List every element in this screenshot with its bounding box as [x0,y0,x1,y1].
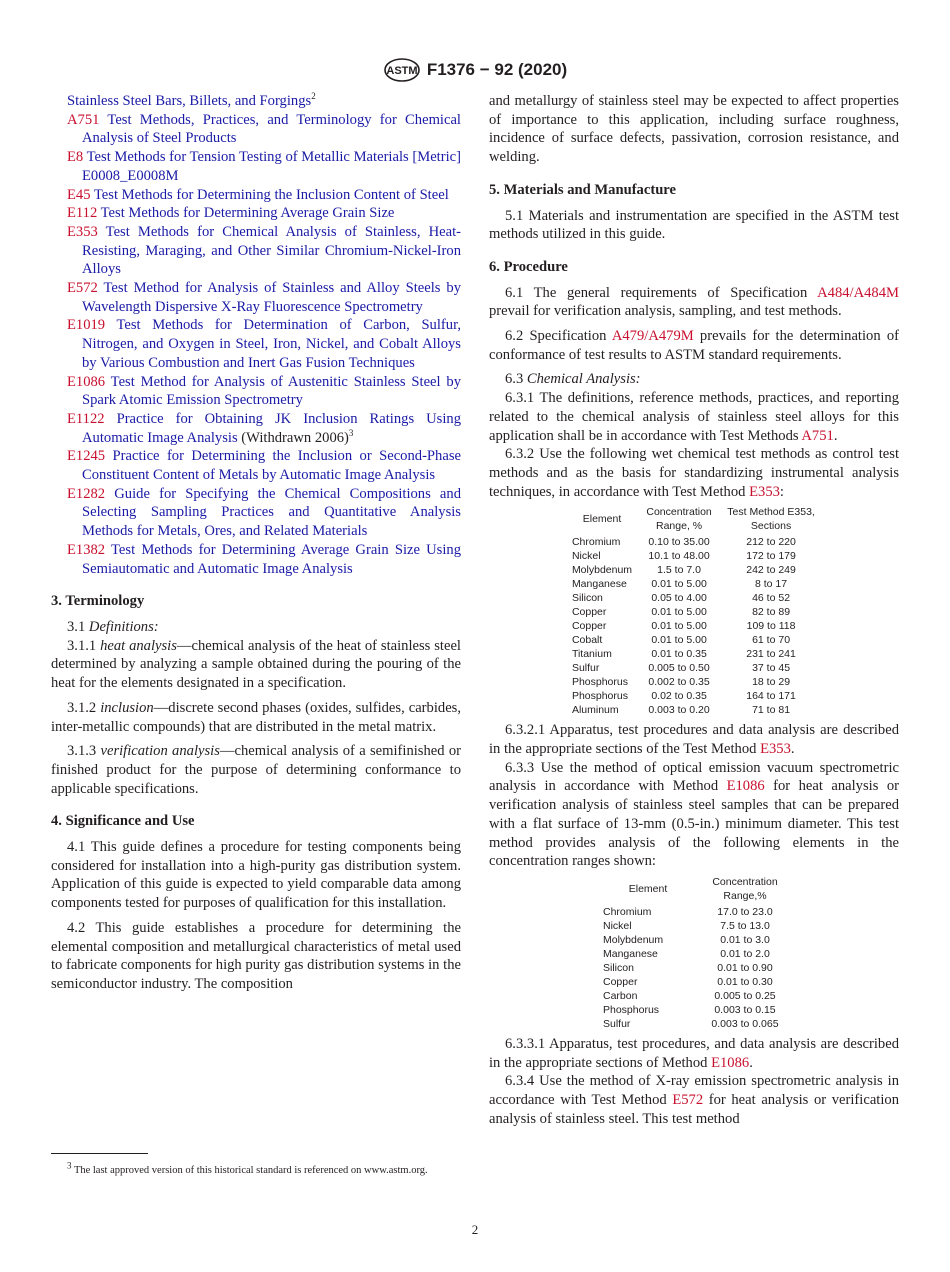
reference-code-link[interactable]: E1019 [67,317,106,334]
table-cell: 10.1 to 48.00 [648,550,710,563]
para-5-1: 5.1 Materials and instrumentation are specified in the ASTM test methods utilized in this guide. [489,207,899,243]
table-cell: 0.02 to 0.35 [651,690,707,703]
table-cell: 0.10 to 35.00 [648,536,710,549]
reference-title-link[interactable]: Practice for Obtaining JK Inclusion Ratings Using Automatic Image Analysis [82,410,461,446]
table-row [566,703,822,717]
table-cell: 172 to 179 [746,550,796,563]
para-6-3-3: 6.3.3 Use the method of optical emission vacuum spectrometric analysis in accordance with Method E1086 for heat analysis or verification analysis of stainless steel samples that can be prepared with a flat surface of 13-mm (0.5-in.) minimum diameter. This test method provides analysis of the following elements in the concentration ranges shown: [489,759,900,870]
table-cell: Manganese [603,947,658,960]
para-6-1: 6.1 The general requirements of Specification A484/A484M prevail for verification analysis, sampling, and test methods. [489,284,899,320]
table-row [566,633,822,647]
para-4-2-continued: and metallurgy of stainless steel may be expected to affect properties of importance to this application, including surface roughness, incidence of surface defects, passivation, corrosion resistance, and welding. [489,93,899,166]
table-cell: Sulfur [603,1017,631,1030]
table-cell: Nickel [603,919,632,932]
table-cell: 0.002 to 0.35 [648,676,710,689]
table-cell: 82 to 89 [752,606,791,619]
reference-code-link[interactable]: E1382 [67,541,106,558]
table-cell: Chromium [571,536,621,549]
reference-code-link[interactable]: E112 [67,205,98,222]
table-header-row [597,875,791,905]
table-cell: 0.003 to 0.15 [714,1003,776,1016]
reference-code-link[interactable]: E572 [67,280,98,297]
table-row [566,577,822,591]
para-6-3-2-1: 6.3.2.1 Apparatus, test procedures and data analysis are described in the appropriate sections of the Test Method E353. [489,722,899,758]
reference-item [51,373,461,410]
table-cell: 61 to 70 [752,634,791,647]
reference-item [51,148,461,185]
para-3-1-3: 3.1.3 verification analysis—chemical analysis of a semifinished or finished product for the purpose of determining conformance to applicable specifications. [51,743,461,797]
table-cell: 71 to 81 [752,704,791,717]
table-cell: 0.01 to 5.00 [651,634,707,647]
table-row [597,919,791,933]
reference-item [51,541,461,578]
section-6-heading: 6. Procedure [489,258,568,275]
table-cell: Aluminum [571,704,619,717]
table-row [566,605,822,619]
reference-title-link[interactable]: Test Methods for Tension Testing of Metallic Materials [Metric] E0008_E0008M [82,149,461,184]
table-cell: Manganese [571,578,627,591]
table-cell: 0.01 to 0.30 [717,975,773,988]
table-row [597,1017,791,1031]
reference-item [51,447,461,484]
table-cell: Nickel [571,550,601,563]
reference-item [51,223,461,279]
para-4-2: 4.2 This guide establishes a procedure for determining the elemental composition and metallurgical characteristics of metal used to fabricate components for high purity gas distribution systems in the semiconductor industry. The composition [51,919,461,992]
reference-item [51,316,461,372]
reference-title-link[interactable]: Test Methods, Practices, and Terminology for Chemical Analysis of Steel Products [82,111,461,147]
reference-item [51,485,461,541]
reference-note: (Withdrawn 2006) [237,429,349,446]
para-4-1: 4.1 This guide defines a procedure for testing components being considered for installation into a high-purity gas distribution system. Application of this guide is expected to yield comparable data among components tested for purposes of qualification for this installation. [51,839,461,912]
table-cell: 0.005 to 0.50 [648,662,710,675]
table-row [597,933,791,947]
para-3-1: 3.1 Definitions: [67,618,159,635]
table-cell: 242 to 249 [746,564,796,577]
table-cell: 0.005 to 0.25 [714,989,776,1002]
table-row [597,961,791,975]
table-row [566,675,822,689]
table-cell: 46 to 52 [752,592,791,605]
e1086-elements-table [597,875,791,1031]
footnote-text: The last approved version of this historical standard is referenced on www.astm.org. [73,1165,428,1176]
reference-code-link[interactable]: E1086 [67,373,106,390]
table-header-cell: Test Method E353, Sections [727,506,815,533]
link-a479[interactable]: A479/A479M [611,328,694,345]
table-cell: Titanium [571,648,612,661]
para-6-3-1: 6.3.1 The definitions, reference methods, practices, and reporting related to the chemical analysis of stainless steel alloys for this application shall be in accordance with Test Methods A751. [489,390,899,444]
reference-title-link[interactable]: Test Methods for Determining Average Grain Size [100,205,395,222]
para-6-3-4: 6.3.4 Use the method of X-ray emission spectrometric analysis in accordance with Test Method E572 for heat analysis or verification analysis of stainless steel. This test method [489,1073,900,1127]
reference-code-link[interactable]: E8 [67,149,84,166]
table-cell: 0.01 to 0.35 [651,648,707,661]
table-cell: 0.01 to 2.0 [720,947,770,960]
table-cell: Phosphorus [603,1003,660,1016]
footnote-reference: 3 [348,427,354,438]
link-e1086-2[interactable]: E1086 [711,1054,750,1071]
table-header-row [566,505,822,535]
table-cell: 0.003 to 0.065 [711,1017,779,1030]
reference-title-link[interactable]: Guide for Specifying the Chemical Compositions and Selecting Sampling Practices and Quantitative Analysis Methods for Metals, Ores, and Related Materials [82,485,461,540]
table-cell: Cobalt [571,634,603,647]
reference-title-link[interactable]: Test Methods for Determining Average Grain Size Using Semiautomatic and Automatic Image Analysis [82,541,461,577]
section-4-heading: 4. Significance and Use [51,813,195,830]
table-cell: Molybdenum [571,564,633,577]
table-cell: 7.5 to 13.0 [720,919,770,932]
table-row [566,689,822,703]
table-row [566,661,822,675]
reference-item [51,186,461,205]
section-3-heading: 3. Terminology [51,593,145,610]
table-header-cell: Element [628,882,668,895]
table-row [597,947,791,961]
table-row [566,647,822,661]
table-cell: 8 to 17 [755,578,788,591]
reference-code-link[interactable]: E1282 [67,485,106,502]
table-cell: Copper [603,975,638,988]
para-6-3: 6.3 Chemical Analysis: [505,371,641,388]
reference-title-link[interactable]: Practice for Determining the Inclusion or Second-Phase Constituent Content of Metals by Automatic Image Analysis [82,448,461,484]
table-cell: 164 to 171 [746,690,796,703]
table-cell: Phosphorus [571,676,628,689]
reference-code-link[interactable]: E353 [67,223,98,240]
svg-text:ASTM: ASTM [386,65,418,77]
table-cell: Copper [571,620,607,633]
footnote [51,1160,461,1179]
table-row [566,619,822,633]
e353-elements-table [566,505,822,717]
para-6-2: 6.2 Specification A479/A479M prevails for the determination of conformance of test results to ASTM standard requirements. [489,328,899,363]
table-cell: 0.01 to 5.00 [651,578,707,591]
reference-title-link[interactable]: Test Methods for Chemical Analysis of Stainless, Heat-Resisting, Maraging, and Other Similar Chromium-Nickel-Iron Alloys [82,223,461,278]
table-cell: 0.01 to 3.0 [720,933,770,946]
reference-code-link[interactable]: E1245 [67,448,106,465]
referenced-documents-list [51,92,461,578]
reference-code-link[interactable]: E45 [67,186,91,203]
section-5-heading: 5. Materials and Manufacture [489,181,676,198]
link-a484[interactable]: A484/A484M [817,284,899,301]
footnote-reference: 2 [311,91,316,102]
document-designation: F1376 − 92 (2020) [426,60,568,79]
reference-item [51,92,461,111]
table-cell: Silicon [603,961,634,974]
table-cell: 231 to 241 [746,648,796,661]
table-cell: Molybdenum [603,933,664,946]
reference-title-link[interactable]: Test Method for Analysis of Austenitic Stainless Steel by Spark Atomic Emission Spectrometry [82,373,462,409]
reference-item [51,204,461,223]
table-row [566,535,822,549]
table-row [566,549,822,563]
astm-logo [383,58,421,82]
table-row [597,989,791,1003]
table-cell: Sulfur [571,662,600,675]
table-row [566,591,822,605]
table-cell: Chromium [603,905,652,918]
para-3-1-1: 3.1.1 heat analysis—chemical analysis of the heat of stainless steel determined by analyzing a sample obtained during the pouring of the heat for the elements designated in a specification. [51,637,461,692]
table-header-cell: Concentration Range,% [712,875,778,902]
table-cell: 109 to 118 [746,620,796,633]
table-cell: 212 to 220 [746,536,796,549]
table-cell: Silicon [571,592,603,605]
table-cell: 0.003 to 0.20 [648,704,710,717]
footnote-mark: 3 [67,1160,72,1171]
table-header-cell: Concentration Range, % [646,506,712,533]
reference-title-link[interactable]: Stainless Steel Bars, Billets, and Forgings [67,93,312,109]
page-header [0,58,950,82]
table-cell: 0.01 to 5.00 [651,620,707,633]
reference-item [51,111,461,148]
right-column [489,92,899,1129]
table-cell: 37 to 45 [752,662,791,675]
table-row [597,1003,791,1017]
para-6-3-2: 6.3.2 Use the following wet chemical test methods as control test methods and as the basis for standardizing instrumental analysis techniques, in accordance with Test Method E353: [489,446,899,500]
table-cell: 0.01 to 0.90 [717,961,773,974]
table-row [566,563,822,577]
table-cell: 0.05 to 4.00 [651,592,707,605]
link-e353-2[interactable]: E353 [760,741,791,758]
reference-item [51,279,461,316]
page-number: 2 [471,1222,479,1237]
reference-title-link[interactable]: Test Methods for Determination of Carbon, Sulfur, Nitrogen, and Oxygen in Steel, Iron, Nickel, and Cobalt Alloys by Various Combustion and Inert Gas Fusion Techniques [82,317,461,371]
table-cell: 1.5 to 7.0 [657,564,701,577]
reference-title-link[interactable]: Test Method for Analysis of Stainless and Alloy Steels by Wavelength Dispersive X-Ray Fluorescence Spectrometry [82,280,461,315]
para-3-1-2: 3.1.2 inclusion—discrete second phases (oxides, sulfides, carbides, inter-metallic compounds) that are distributed in the metal matrix. [51,699,461,735]
link-a751[interactable]: A751 [801,427,834,444]
table-cell: Phosphorus [571,690,628,703]
table-header-cell: Element [582,513,622,526]
reference-code-link[interactable]: E1122 [67,410,105,427]
table-cell: Carbon [603,989,638,1002]
reference-title-link[interactable]: Test Methods for Determining the Inclusion Content of Steel [93,186,449,203]
link-e353[interactable]: E353 [749,483,780,500]
reference-item [51,410,461,447]
table-row [597,975,791,989]
reference-code-link[interactable]: A751 [67,111,100,128]
table-row [597,905,791,919]
left-column [51,92,461,994]
footnote-rule [51,1153,148,1154]
table-cell: 18 to 29 [752,676,791,689]
para-6-3-3-1: 6.3.3.1 Apparatus, test procedures, and data analysis are described in the appropriate sections of Method E1086. [489,1035,899,1071]
link-e572[interactable]: E572 [672,1092,704,1109]
table-cell: 0.01 to 5.00 [651,606,707,619]
table-cell: 17.0 to 23.0 [717,905,773,918]
table-cell: Copper [571,606,607,619]
link-e1086[interactable]: E1086 [726,778,765,795]
